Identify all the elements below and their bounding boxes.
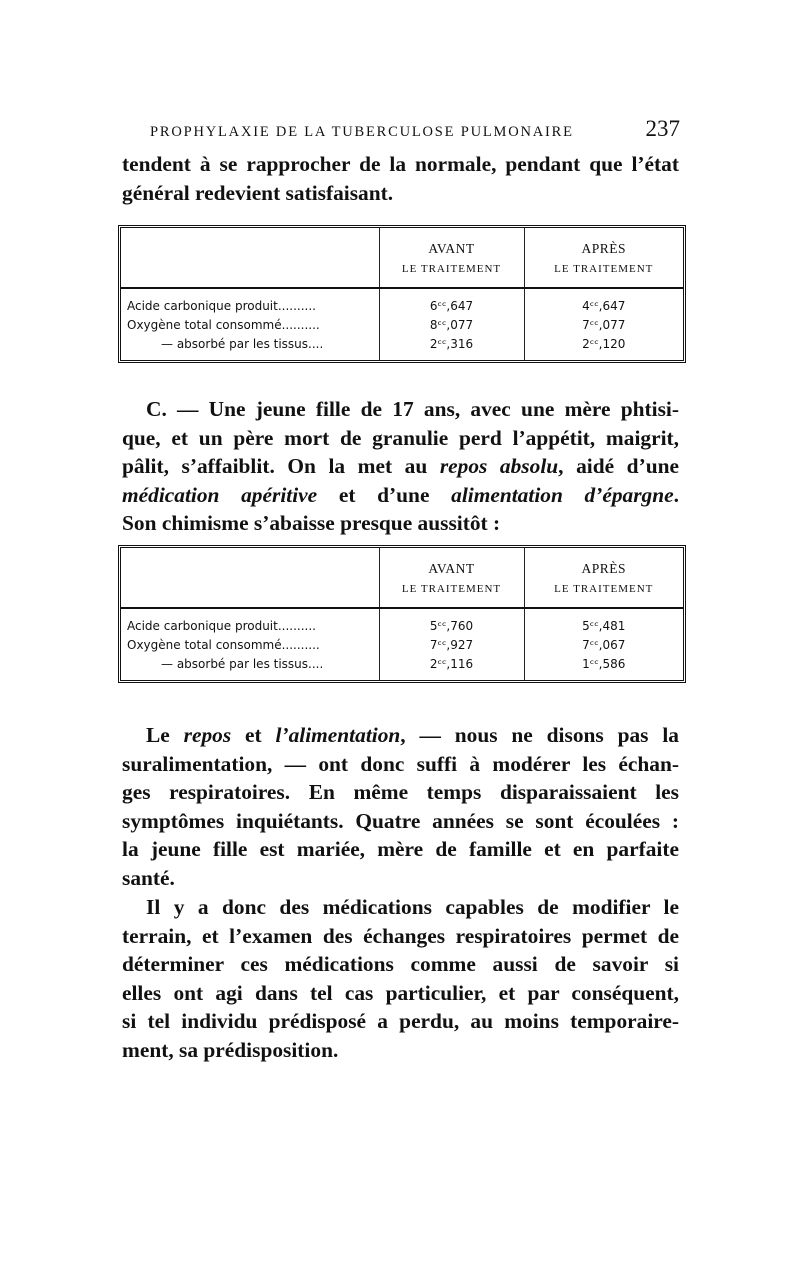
text-line: symptômes inquiétants. Quatre années se sont écoulées : (122, 808, 679, 833)
respiratory-table-2 (118, 545, 686, 683)
value-before: 6ᶜᶜ,647 (379, 288, 524, 316)
table-row (121, 636, 683, 655)
respiratory-table-1 (118, 225, 686, 363)
text-line: suralimentation, — ont donc suffi à modérer les échan- (122, 751, 679, 776)
value-after: 2ᶜᶜ,120 (524, 335, 683, 360)
value-after: 4ᶜᶜ,647 (524, 288, 683, 316)
value-after: 1ᶜᶜ,586 (524, 655, 683, 680)
text-line: ment, sa prédisposition. (122, 1037, 339, 1062)
row-label: — absorbé par les tissus.... (161, 337, 324, 351)
paragraph-intro (122, 150, 679, 207)
table-row (121, 335, 683, 360)
value-before: 8ᶜᶜ,077 (379, 316, 524, 335)
table-corner (121, 228, 379, 288)
value-before: 2ᶜᶜ,316 (379, 335, 524, 360)
text-line: elles ont agi dans tel cas particulier, et par conséquent, (122, 980, 679, 1005)
row-label: Acide carbonique produit.......... (127, 299, 316, 313)
text-line: terrain, et l’examen des échanges respiratoires permet de (122, 923, 679, 948)
text-line: Il y a donc des médications capables de modifier le (146, 895, 679, 919)
text-line: que, et un père mort de granulie perd l’appétit, maigrit, (122, 425, 679, 450)
paragraph-case-c (122, 395, 679, 538)
text-line: C. — Une jeune fille de 17 ans, avec une mère phtisi- (146, 397, 679, 421)
column-header-after: APRÈS LE TRAITEMENT (524, 548, 683, 608)
column-header-before: AVANT LE TRAITEMENT (379, 548, 524, 608)
paragraph-conclusion (122, 893, 679, 1064)
page-number: 237 (645, 116, 680, 141)
running-title: PROPHYLAXIE DE LA TUBERCULOSE PULMONAIRE (150, 124, 574, 140)
value-before: 5ᶜᶜ,760 (379, 608, 524, 636)
row-label: Oxygène total consommé.......... (127, 318, 320, 332)
column-header-before: AVANT LE TRAITEMENT (379, 228, 524, 288)
value-after: 5ᶜᶜ,481 (524, 608, 683, 636)
text-line: la jeune fille est mariée, mère de famille et en parfaite (122, 837, 679, 861)
table-row (121, 316, 683, 335)
value-before: 2ᶜᶜ,116 (379, 655, 524, 680)
text-line: pâlit, s’affaiblit. On la met au repos absolu, aidé d’une (122, 454, 679, 478)
text-line: Son chimisme s’abaisse presque aussitôt : (122, 511, 501, 535)
value-before: 7ᶜᶜ,927 (379, 636, 524, 655)
table-row (121, 655, 683, 680)
value-after: 7ᶜᶜ,067 (524, 636, 683, 655)
text-line: déterminer ces médications comme aussi de savoir si (122, 952, 679, 976)
table-corner (121, 548, 379, 608)
text-line: médication apéritive et d’une alimentation d’épargne. (122, 482, 680, 507)
table-row (121, 288, 683, 316)
table-row (121, 608, 683, 636)
row-label: — absorbé par les tissus.... (161, 657, 324, 671)
paragraph-result (122, 721, 679, 892)
text-line: général redevient satisfaisant. (122, 180, 394, 205)
row-label: Acide carbonique produit.......... (127, 619, 316, 633)
text-line: santé. (122, 865, 175, 890)
text-line: si tel individu prédisposé a perdu, au moins temporaire- (122, 1009, 679, 1033)
text-line: tendent à se rapprocher de la normale, pendant que l’état (122, 152, 679, 176)
text-line: Le repos et l’alimentation, — nous ne disons pas la (146, 723, 679, 747)
value-after: 7ᶜᶜ,077 (524, 316, 683, 335)
column-header-after: APRÈS LE TRAITEMENT (524, 228, 683, 288)
row-label: Oxygène total consommé.......... (127, 638, 320, 652)
text-line: ges respiratoires. En même temps disparaissaient les (122, 780, 679, 804)
running-head (150, 116, 680, 142)
